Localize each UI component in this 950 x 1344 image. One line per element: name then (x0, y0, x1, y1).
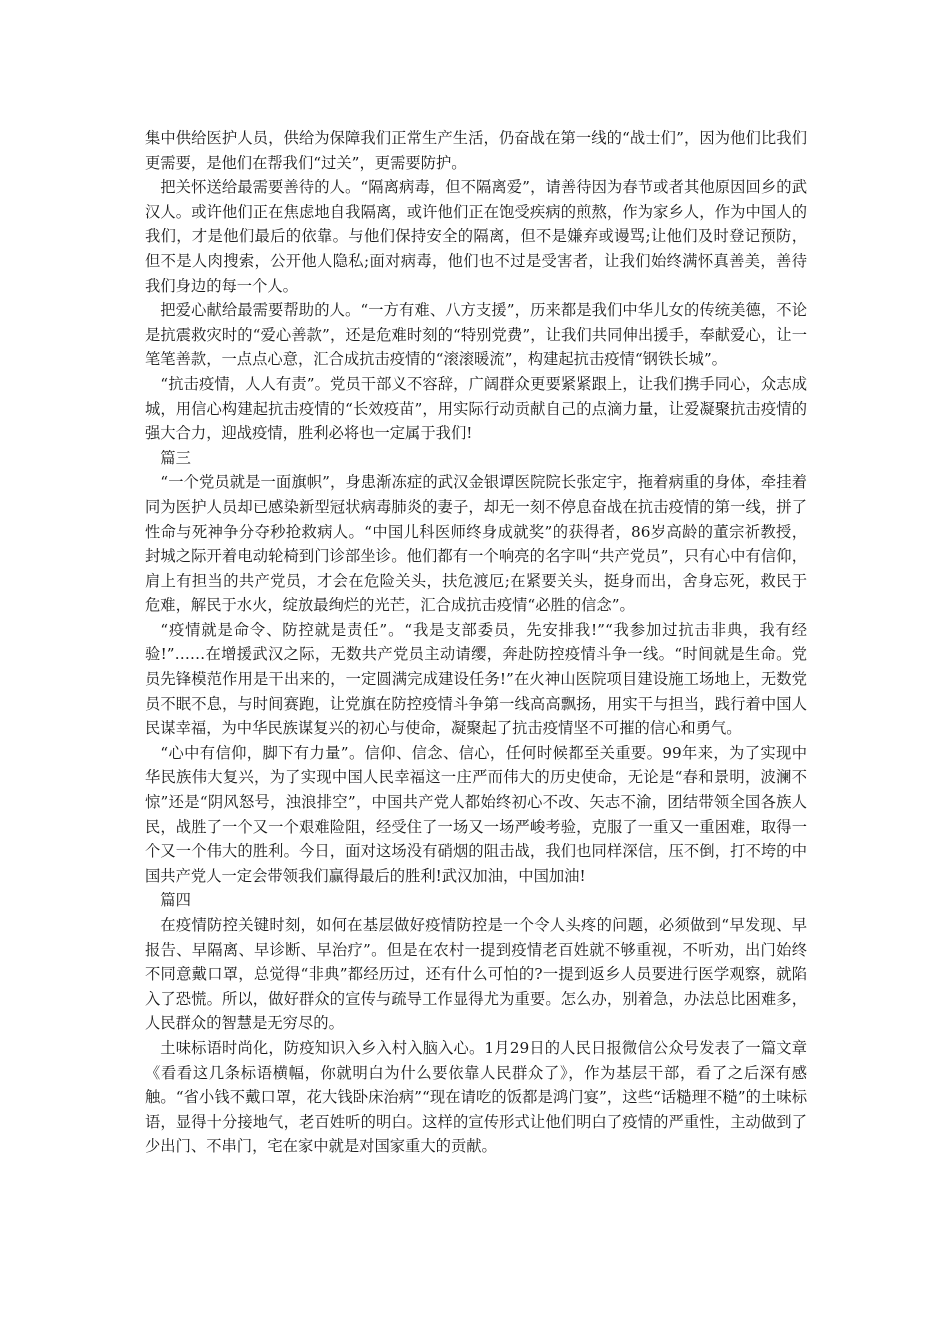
document-body (145, 126, 807, 1159)
section-title-4: 篇四 (160, 891, 191, 910)
paragraph-5: “一个党员就是一面旗帜”，身患渐冻症的武汉金银谭医院院长张定宇，拖着病重的身体，牵挂着同为医护人员却已感染新型冠状病毒肺炎的妻子，却无一刻不停息奋战在抗击疫情的第一线，拼了性命与死神争分夺秒抢救病人。“中国儿科医师终身成就奖”的获得者，86岁高龄的董宗祈教授，封城之际开着电动轮椅到门诊部坐诊。他们都有一个响亮的名字叫“共产党员”，只有心中有信仰，肩上有担当的共产党员，才会在危险关头，扶危渡厄;在紧要关头，挺身而出，舍身忘死，救民于危难，解民于水火，绽放最绚烂的光芒，汇合成抗击疫情“必胜的信念”。 (145, 473, 807, 615)
section-title-3: 篇三 (160, 448, 191, 467)
paragraph-7: “心中有信仰，脚下有力量”。信仰、信念、信心，任何时候都至关重要。99年来，为了实现中华民族伟大复兴，为了实现中国人民幸福这一庄严而伟大的历史使命，无论是“春和景明，波澜不惊”还是“阴风怒号，浊浪排空”，中国共产党人都始终初心不改、矢志不渝，团结带领全国各族人民，战胜了一个又一个艰难险阻，经受住了一场又一场严峻考验，克服了一重又一重困难，取得一个又一个伟大的胜利。今日，面对这场没有硝烟的阻击战，我们也同样深信，压不倒，打不垮的中国共产党人一定会带领我们赢得最后的胜利!武汉加油，中国加油! (145, 743, 807, 885)
paragraph-8: 在疫情防控关键时刻，如何在基层做好疫情防控是一个令人头疼的问题，必须做到“早发现、早报告、早隔离、早诊断、早治疗”。但是在农村一提到疫情老百姓就不够重视，不听劝，出门始终不同意戴口罩，总觉得“非典”都经历过，还有什么可怕的?一提到返乡人员要进行医学观察，就陷入了恐慌。所以，做好群众的宣传与疏导工作显得尤为重要。怎么办，别着急，办法总比困难多，人民群众的智慧是无穷尽的。 (145, 916, 807, 1033)
paragraph-1: 集中供给医护人员，供给为保障我们正常生产生活，仍奋战在第一线的“战士们”，因为他们比我们更需要，是他们在帮我们“过关”，更需要防护。 (145, 129, 807, 172)
paragraph-2: 把关怀送给最需要善待的人。“隔离病毒，但不隔离爱”，请善待因为春节或者其他原因回乡的武汉人。或许他们正在焦虑地自我隔离，或许他们正在饱受疾病的煎熬，作为家乡人，作为中国人的我们，才是他们最后的依靠。与他们保持安全的隔离，但不是嫌弃或谩骂;让他们及时登记预防，但不是人肉搜索，公开他人隐私;面对病毒，他们也不过是受害者，让我们始终满怀真善美，善待我们身边的每一个人。 (145, 178, 807, 295)
paragraph-6: “疫情就是命令、防控就是责任”。“我是支部委员，先安排我!”“我参加过抗击非典，我有经验!”……在增援武汉之际，无数共产党员主动请缨，奔赴防控疫情斗争一线。“时间就是生命。党员先锋模范作用是干出来的，一定圆满完成建设任务!”在火神山医院项目建设施工场地上，无数党员不眠不息，与时间赛跑，让党旗在防控疫情斗争第一线高高飘扬，用实干与担当，践行着中国人民谋幸福，为中华民族谋复兴的初心与使命，凝聚起了抗击疫情坚不可摧的信心和勇气。 (145, 620, 807, 738)
paragraph-4: “抗击疫情，人人有责”。党员干部义不容辞，广阔群众更要紧紧跟上，让我们携手同心，众志成城，用信心构建起抗击疫情的“长效疫苗”，用实际行动贡献自己的点滴力量，让爱凝聚抗击疫情的强大合力，迎战疫情，胜利必将也一定属于我们! (145, 374, 807, 443)
paragraph-9: 土味标语时尚化，防疫知识入乡入村入脑入心。1月29日的人民日报微信公众号发表了一篇文章《看看这几条标语横幅，你就明白为什么要依靠人民群众了》，作为基层干部，看了之后深有感触。“省小钱不戴口罩，花大钱卧床治病”“现在请吃的饭都是鸿门宴”，这些“话糙理不糙”的土味标语，显得十分接地气，老百姓听的明白。这样的宣传形式让他们明白了疫情的严重性，主动做到了少出门、不串门，宅在家中就是对国家重大的贡献。 (145, 1038, 807, 1156)
paragraph-3: 把爱心献给最需要帮助的人。“一方有难、八方支援”，历来都是我们中华儿女的传统美德，不论是抗震救灾时的“爱心善款”，还是危难时刻的“特别党费”，让我们共同伸出援手，奉献爱心，让一笔笔善款，一点点心意，汇合成抗击疫情的“滚滚暖流”，构建起抗击疫情“钢铁长城”。 (145, 301, 807, 369)
